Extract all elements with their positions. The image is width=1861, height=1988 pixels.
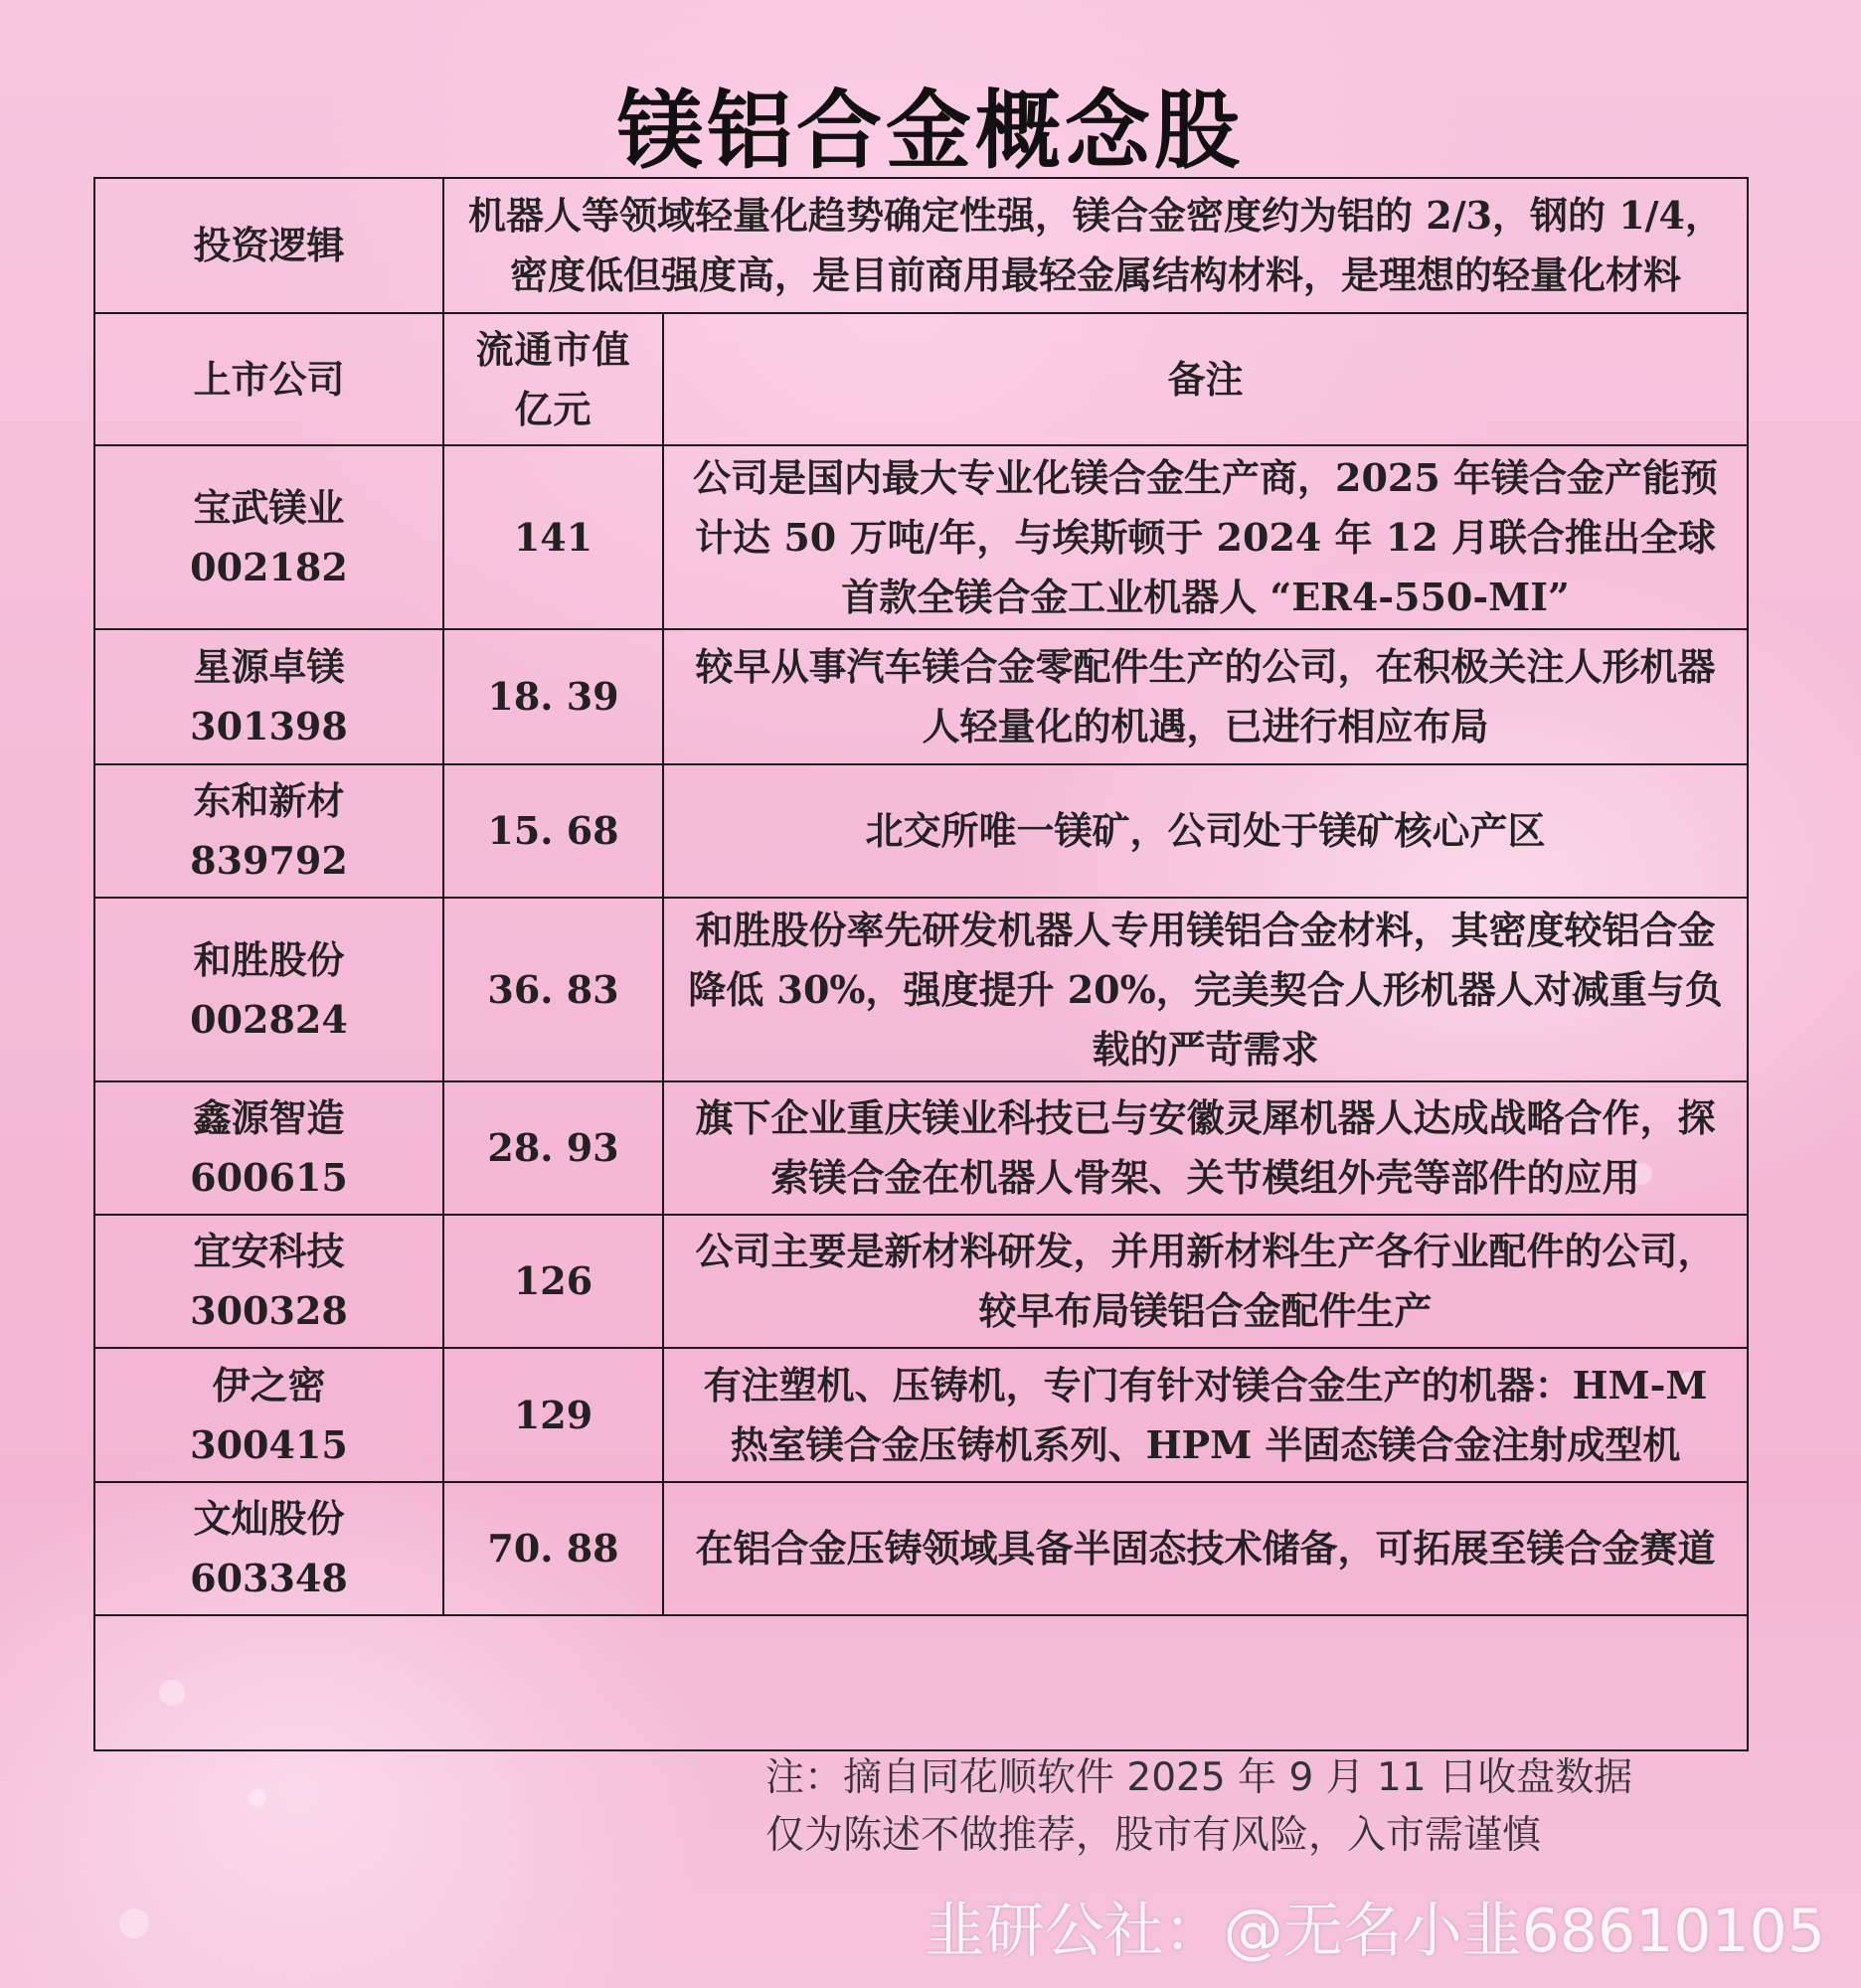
company-name: 和胜股份 (193, 936, 345, 982)
header-cap (443, 313, 663, 445)
market-cap: 36. 83 (443, 898, 663, 1081)
market-cap: 70. 88 (443, 1482, 663, 1615)
market-cap: 141 (443, 445, 663, 629)
header-row (94, 313, 1748, 445)
remark: 北交所唯一镁矿，公司处于镁矿核心产区 (663, 764, 1748, 898)
table-row (94, 445, 1748, 629)
remark: 公司主要是新材料研发，并用新材料生产各行业配件的公司，较早布局镁铝合金配件生产 (663, 1215, 1748, 1348)
table-row (94, 764, 1748, 898)
company-name: 宜安科技 (193, 1229, 345, 1273)
stock-code: 839792 (190, 838, 348, 883)
remark: 和胜股份率先研发机器人专用镁铝合金材料，其密度较铝合金降低 30%，强度提升 20%，完美契合人形机器人对减重与负载的严苛需求 (663, 898, 1748, 1081)
company-cell (94, 1348, 443, 1482)
footnote-disclaimer: 仅为陈述不做推荐，股市有风险，入市需谨慎 (765, 1813, 1542, 1858)
market-cap: 129 (443, 1348, 663, 1482)
company-cell (94, 898, 443, 1081)
logic-text-line2: 密度低但强度高，是目前商用最轻金属结构材料，是理想的轻量化材料 (510, 252, 1682, 297)
company-name: 星源卓镁 (193, 644, 345, 689)
watermark: 韭研公社：@无名小韭68610105 (925, 1897, 1825, 1966)
logic-label: 投资逻辑 (94, 178, 443, 313)
company-cell (94, 1215, 443, 1348)
company-name: 宝武镁业 (193, 484, 345, 530)
decorative-bubble (119, 1908, 149, 1938)
remark: 在铝合金压铸领域具备半固态技术储备，可拓展至镁合金赛道 (663, 1482, 1748, 1615)
stock-code: 600615 (190, 1155, 348, 1200)
market-cap: 18. 39 (443, 629, 663, 764)
table-row (94, 1348, 1748, 1482)
table-row (94, 898, 1748, 1081)
concept-stock-table (93, 177, 1749, 1751)
header-company: 上市公司 (94, 313, 443, 445)
remark: 公司是国内最大专业化镁合金生产商，2025 年镁合金产能预计达 50 万吨/年，与埃斯顿于 2024 年 12 月联合推出全球首款全镁合金工业机器人 “ER4-550-MI” (663, 445, 1748, 629)
company-name: 文灿股份 (193, 1496, 345, 1541)
company-cell (94, 1482, 443, 1615)
logic-text (443, 178, 1748, 313)
header-cap-line2: 亿元 (514, 386, 592, 431)
stock-code: 603348 (190, 1556, 348, 1600)
stock-code: 002824 (190, 996, 348, 1042)
page-title: 镁铝合金概念股 (617, 81, 1244, 181)
table-row (94, 629, 1748, 764)
remark: 较早从事汽车镁合金零配件生产的公司，在积极关注人形机器人轻量化的机遇，已进行相应布局 (663, 629, 1748, 764)
company-cell (94, 1081, 443, 1215)
remark: 有注塑机、压铸机，专门有针对镁合金生产的机器：HM-M 热室镁合金压铸机系列、HPM 半固态镁合金注射成型机 (663, 1348, 1748, 1482)
logic-row (94, 178, 1748, 313)
market-cap: 15. 68 (443, 764, 663, 898)
remark: 旗下企业重庆镁业科技已与安徽灵犀机器人达成战略合作，探索镁合金在机器人骨架、关节模组外壳等部件的应用 (663, 1081, 1748, 1215)
table-row (94, 1081, 1748, 1215)
table-row (94, 1215, 1748, 1348)
header-remark: 备注 (663, 313, 1748, 445)
decorative-bubble (249, 1789, 266, 1807)
footnote (765, 1749, 1632, 1865)
company-name: 伊之密 (212, 1362, 326, 1408)
company-name: 鑫源智造 (193, 1095, 345, 1140)
stock-code: 002182 (190, 544, 348, 589)
logic-text-line1: 机器人等领域轻量化趋势确定性强，镁合金密度约为铝的 2/3，钢的 1/4， (468, 193, 1723, 238)
stock-code: 301398 (190, 704, 348, 748)
market-cap: 126 (443, 1215, 663, 1348)
company-cell (94, 445, 443, 629)
stock-code: 300328 (190, 1288, 348, 1333)
company-cell (94, 764, 443, 898)
empty-cell (94, 1615, 1748, 1750)
empty-row (94, 1615, 1748, 1750)
company-name: 东和新材 (193, 778, 345, 823)
header-cap-line1: 流通市值 (475, 326, 631, 372)
table-row (94, 1482, 1748, 1615)
market-cap: 28. 93 (443, 1081, 663, 1215)
stock-code: 300415 (190, 1421, 348, 1467)
company-cell (94, 629, 443, 764)
footnote-source: 注：摘自同花顺软件 2025 年 9 月 11 日收盘数据 (765, 1755, 1633, 1800)
